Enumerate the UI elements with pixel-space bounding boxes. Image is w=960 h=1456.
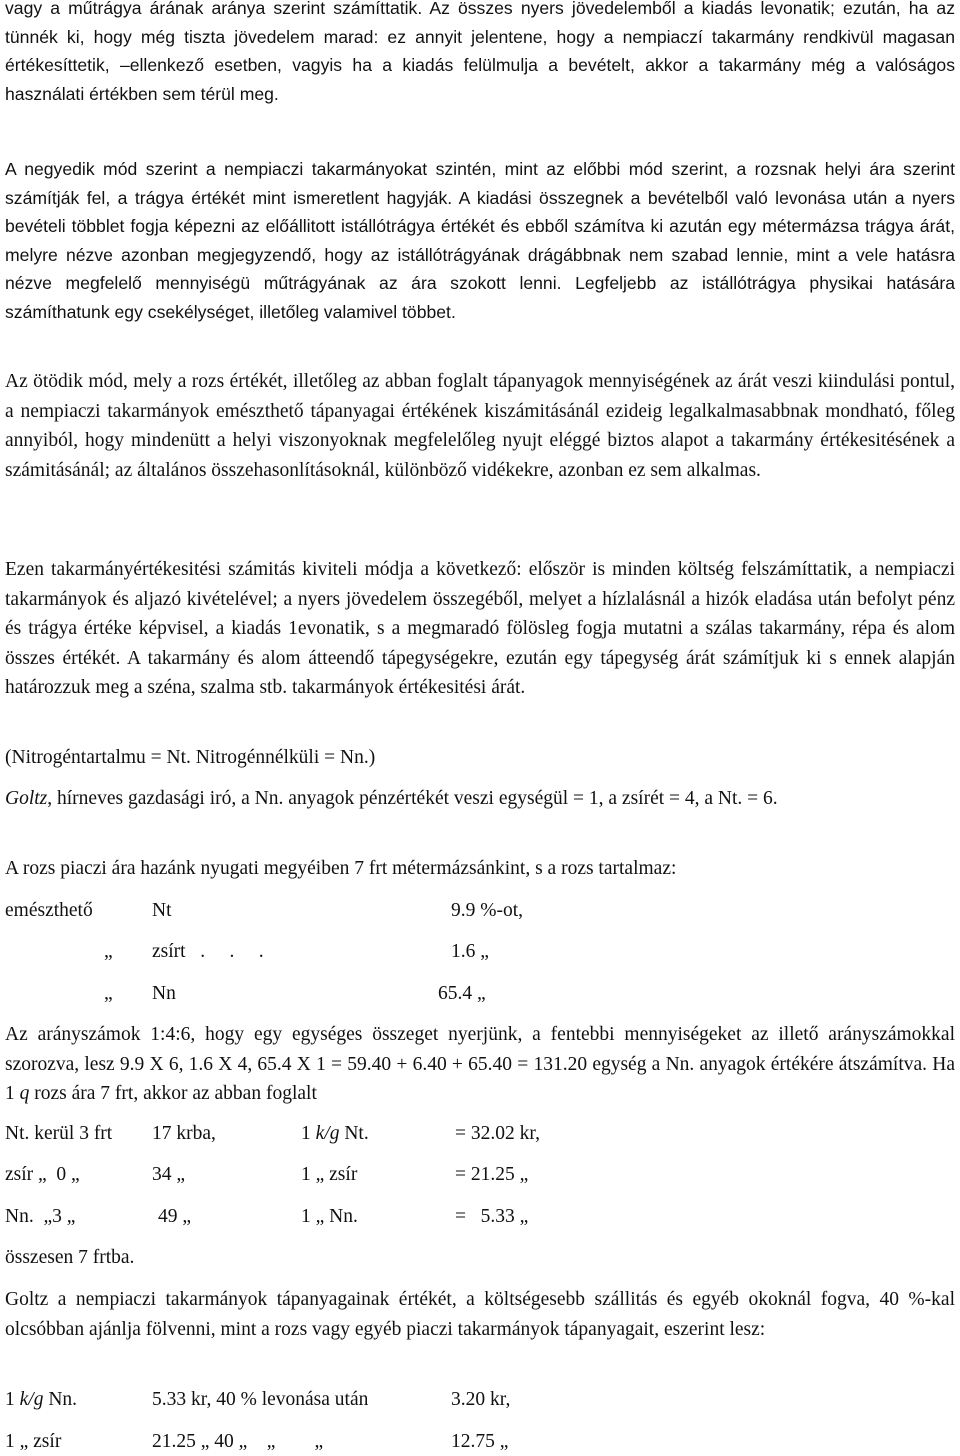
- author-name: Goltz: [5, 788, 48, 809]
- price-row-2-a: zsír „ 0 „: [5, 1164, 80, 1185]
- content-row-1-value: 9.9 %-ot,: [451, 900, 524, 921]
- final-row-1-a-rest: Nn.: [43, 1389, 78, 1410]
- content-row-2-label: „: [104, 941, 113, 962]
- price-row-3-c: 1 „ Nn.: [301, 1206, 358, 1227]
- paragraph-8: [5, 1020, 955, 1109]
- content-row-3-value: 65.4 „: [438, 983, 486, 1004]
- final-row-1-b: 5.33 kr, 40 % levonása után: [152, 1389, 369, 1410]
- unit-kg: k/g: [315, 1123, 340, 1144]
- paragraph-5: (Nitrogéntartalmu = Nt. Nitrogénnélküli = Nn.): [5, 747, 376, 768]
- final-row-2-a: 1 „ zsír: [5, 1431, 62, 1452]
- content-row-3-item: Nn: [152, 983, 176, 1004]
- price-row-1-a: Nt. kerül 3 frt: [5, 1123, 113, 1144]
- price-row-1-c-rest: Nt.: [339, 1123, 369, 1144]
- price-row-1-c: [301, 1122, 369, 1146]
- content-row-2-item: zsírt . . .: [152, 941, 264, 962]
- paragraph-3: Az ötödik mód, mely a rozs értékét, illetőleg az abban foglalt tápanyagok mennyiségének az árát veszi kiindulási pontul, a nempiaczi takarmányok emészthető tápanyagai értékének kiszámitásánál ezideig legalkalmasabbnak mondható, főleg annyiból, hogy mindenütt a helyi viszonyoknak megfelelőleg nyujt eléggé biztos alapot a takarmány értékesitésének a számitásánál; az általános összehasonlításoknál, különböző vidékekre, azonban ez sem alkalmas.: [5, 371, 955, 481]
- price-row-1-b: 17 krba,: [152, 1123, 216, 1144]
- unit-kg: k/g: [19, 1389, 44, 1410]
- unit-q: q: [19, 1083, 30, 1104]
- price-row-1-c-num: 1: [301, 1123, 316, 1144]
- price-row-1-d: = 32.02 kr,: [455, 1123, 540, 1144]
- content-row-1-label: emészthető: [5, 900, 93, 921]
- final-row-1-a-num: 1: [5, 1389, 20, 1410]
- final-row-2-c: 12.75 „: [451, 1431, 509, 1452]
- paragraph-4: Ezen takarmányértékesitési számitás kiviteli módja a következő: először is minden költség felszámíttatik, a nempiaczi takarmányok és aljazó kivételével; a nyers jövedelem összegéből, melyet a hízlalásnál a hizók eladása után befolyt pénz és trágya értéke képvisel, a kiadás 1evonatik, s a megmaradó fölösleg fogja mutatni a szálas takarmány, répa és alom összes értékét. A takarmány és alom átteendő tápegységekre, ezután egy tápegység árát számítjuk ki s ennek alapján határozzuk meg a széna, szalma stb. takarmányok értékesitési árát.: [5, 559, 955, 698]
- price-row-2-d: = 21.25 „: [455, 1164, 529, 1185]
- paragraph-10: Goltz a nempiaczi takarmányok tápanyagainak értékét, a költségesebb szállitás és egyéb okoknál fogva, 40 %-kal olcsóbban ajánlja fölvenni, mint a rozs vagy egyéb piaczi takarmányok tápanyagait, eszerint lesz:: [5, 1289, 955, 1340]
- paragraph-6: [5, 784, 955, 814]
- content-row-1-item: Nt: [152, 900, 172, 921]
- paragraph-6-text: , hírneves gazdasági iró, a Nn. anyagok pénzértékét veszi egységül = 1, a zsírét = 4, a Nt. = 6.: [47, 788, 778, 809]
- content-row-2-value: 1.6 „: [451, 941, 489, 962]
- paragraph-9: összesen 7 frtba.: [5, 1247, 135, 1268]
- paragraph-2: A negyedik mód szerint a nempiaczi takarmányokat szintén, mint az előbbi mód szerint, a rozsnak helyi ára szerint számítják fel, a trágya értékét mint ismeretlent hagyják. A kiadási összegnek a bevételből való levonása után a nyers bevételi többlet fogja képezni az előállitott istállótrágya értékét és ebből számítva ki azután egy métermázsa trágya árát, melyre nézve azonban megjegyzendő, hogy az istállótrágyának drágábbnak nem szabad lennie, mint a vele hatásra nézve megfelelő mennyiségü műtrágyának az ára szokott lenni. Legfeljebb az istállótrágya physikai hatására számíthatunk egy csekélységet, illetőleg valamivel többet.: [5, 159, 955, 322]
- paragraph-8-text-a: Az arányszámok 1:4:6, hogy egy egységes összeget nyerjünk, a fentebbi mennyiségeket az illető arányszámokkal szorozva, lesz 9.9 X 6, 1.6 X 4, 65.4 X 1 = 59.40 + 6.40 + 65.40 = 131.20 egység a Nn. anyagok értékére átszámítva. Ha 1: [5, 1024, 955, 1104]
- price-row-2-b: 34 „: [152, 1164, 186, 1185]
- final-row-1-c: 3.20 kr,: [451, 1389, 511, 1410]
- price-row-3-d: = 5.33 „: [455, 1206, 529, 1227]
- price-row-3-b: 49 „: [158, 1206, 192, 1227]
- paragraph-1: vagy a műtrágya árának aránya szerint számíttatik. Az összes nyers jövedelemből a kiadás levonatik; ezután, ha az tünnék ki, hogy még tiszta jövedelem marad: ez annyit jelentene, hogy a nempiaczí takarmány rendkivül magasan értékesíttetik, –ellenkező esetben, vagyis ha a kiadás felülmulja a bevételt, akkor a takarmány még a valóságos használati értékben sem térül meg.: [5, 0, 955, 104]
- final-row-1-a: [5, 1388, 77, 1412]
- content-row-3-label: „: [104, 983, 113, 1004]
- price-row-2-c: 1 „ zsír: [301, 1164, 358, 1185]
- price-row-3-a: Nn. „3 „: [5, 1206, 76, 1227]
- paragraph-7: A rozs piaczi ára hazánk nyugati megyéiben 7 frt métermázsánkint, s a rozs tartalmaz:: [5, 858, 677, 879]
- paragraph-8-text-b: rozs ára 7 frt, akkor az abban foglalt: [29, 1083, 317, 1104]
- final-row-2-b: 21.25 „ 40 „ „ „: [152, 1431, 324, 1452]
